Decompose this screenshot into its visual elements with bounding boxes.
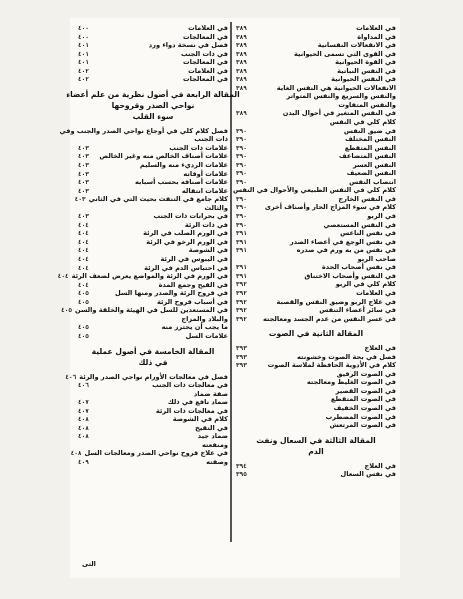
- entry-title: كلام جامع في التنفث بحيث التي في الثاني: [88, 195, 228, 204]
- toc-entry: [236, 229, 396, 238]
- entry-page-number: ٤٠٨: [78, 416, 89, 424]
- entry-title: في الصوت الرقيق: [336, 369, 396, 378]
- entry-page-number: ٤٠٣: [78, 162, 89, 170]
- entry-page-number: ٤٠٣: [74, 196, 86, 204]
- toc-entry: [78, 75, 228, 84]
- toc-entry: [236, 306, 396, 315]
- entry-page-number: ٤٠٧: [78, 407, 89, 415]
- entry-page-number: ٤٠٥: [78, 324, 89, 332]
- entry-title: في الصوت المتقطع: [330, 395, 396, 404]
- entry-title: في ذلك: [138, 357, 168, 367]
- entry-title: النفس العسر: [352, 160, 396, 169]
- toc-entry: [236, 50, 396, 59]
- entry-title: في الربو: [367, 212, 396, 221]
- entry-title: في الورم الرخو في الرئة: [146, 237, 228, 246]
- entry-page-number: ٤٠٤: [78, 247, 89, 255]
- entry-page-number: ٤٠٣: [78, 170, 89, 178]
- toc-entry: [236, 470, 396, 479]
- toc-entry: [78, 381, 228, 390]
- entry-title: في النفس وأصحاب الاختناق: [304, 271, 396, 280]
- entry-title: في عسر النفس من عدم الجسد ومعالجته: [262, 314, 396, 323]
- toc-entry: [78, 152, 228, 161]
- entry-title: المقالة الثانية في الصوت: [268, 329, 364, 339]
- entry-title: كلام في الأدوية الحافظة لملاسة الصوت: [267, 361, 396, 370]
- entry-title: في بحرانات ذات الجنب: [153, 212, 228, 221]
- toc-column-left: [57, 24, 240, 467]
- toc-entry: [236, 344, 396, 353]
- toc-entry: [236, 298, 396, 307]
- toc-entry: [236, 109, 396, 118]
- entry-title: الانفعالات الحيوانية هي النفس الغاية: [276, 83, 396, 92]
- entry-title: في النفس الحيوانية: [331, 75, 396, 84]
- entry-page-number: ٣٩٠: [236, 195, 247, 203]
- entry-page-number: ٣٩٢: [236, 281, 247, 289]
- entry-title: في نفس من به ورم في صدره: [296, 246, 396, 255]
- entry-title: في المعالجات: [183, 32, 228, 41]
- entry-title: المقالة الرابعة في أصول نظرية من علم أعضاء: [66, 89, 240, 99]
- entry-page-number: ٣٩٣: [236, 362, 247, 370]
- entry-page-number: ٤٠٠: [78, 25, 89, 32]
- toc-entry: [78, 212, 228, 221]
- entry-title: ضماد جيد: [197, 432, 228, 441]
- toc-entry: [236, 67, 396, 76]
- entry-page-number: ٤٠١: [78, 50, 89, 58]
- entry-title: كلام كلي في النفس الطبيعي والأحوال في النفس: [233, 186, 396, 195]
- entry-page-number: ٣٨٩: [236, 110, 247, 118]
- entry-title: صاحب الربو: [357, 254, 396, 263]
- toc-entry: [78, 161, 228, 170]
- toc-entry: [236, 404, 396, 413]
- entry-title: النفس المتقطع: [344, 143, 396, 152]
- toc-entry: [78, 332, 228, 341]
- entry-title: في الصوت المضطرب: [325, 412, 396, 421]
- toc-entry: [236, 280, 396, 289]
- entry-page-number: ٤٠٣: [78, 187, 89, 195]
- entry-title: نواحي الصدر وقروحها: [111, 100, 195, 110]
- entry-title: وصفته: [206, 457, 228, 466]
- toc-entry: [78, 298, 228, 307]
- entry-title: ضماد نافع في ذلك: [167, 398, 228, 407]
- toc-entry: [61, 306, 228, 315]
- entry-title: في العلامات: [188, 24, 228, 32]
- entry-title: فصل في بحة الصوت وخشونته: [297, 352, 396, 361]
- entry-title: في القوى التي تسمى الحيوانية: [294, 49, 396, 58]
- entry-page-number: ٤٠١: [78, 59, 89, 67]
- entry-title: في العلامات: [356, 288, 396, 297]
- entry-page-number: ٣٨٩: [236, 25, 247, 32]
- toc-entry: [236, 161, 396, 170]
- toc-entry: [78, 255, 228, 264]
- toc-entry: [236, 169, 396, 178]
- toc-entry: [78, 41, 228, 50]
- entry-title: في التقيح: [195, 423, 228, 432]
- toc-entry: [78, 458, 228, 467]
- toc-entry: [78, 441, 228, 450]
- entry-title: النفس المتضاعف: [339, 152, 396, 161]
- toc-entry: [78, 432, 228, 441]
- entry-page-number: ٤٠٥: [78, 298, 89, 306]
- entry-title: علامات الرديء منه والسليم: [139, 161, 228, 170]
- entry-page-number: ٣٨٩: [236, 59, 247, 67]
- entry-page-number: ٣٨٩: [236, 84, 247, 92]
- entry-title: في الصوت القصير: [335, 386, 396, 395]
- entry-title: علامات السل: [185, 331, 228, 340]
- toc-entry: [236, 58, 396, 67]
- toc-entry: [236, 246, 396, 255]
- toc-entry: [236, 118, 396, 127]
- entry-title: والبلاد والمزاج: [181, 314, 228, 323]
- entry-page-number: ٤٠١: [78, 42, 89, 50]
- entry-page-number: ٣٨٩: [236, 50, 247, 58]
- entry-page-number: ٤٠٤: [78, 256, 89, 264]
- entry-page-number: ٣٩٣: [236, 353, 247, 361]
- entry-title: في النفس المتغير في أحوال البدن: [282, 109, 396, 118]
- entry-title: الدم: [308, 446, 324, 456]
- toc-entry: [78, 415, 228, 424]
- toc-entry: [78, 323, 228, 332]
- entry-title: في العلامات: [356, 24, 396, 32]
- entry-title: علامات ذات الجنب: [169, 143, 228, 152]
- entry-page-number: ٤٠٠: [78, 33, 89, 41]
- entry-title: فصل كلام كلي في أوجاع نواحي الصدر والجنب وفي: [59, 126, 228, 135]
- entry-title: في نفس الوجع في أعضاء الصدر: [289, 237, 396, 246]
- entry-page-number: ٣٩٢: [236, 307, 247, 315]
- section-heading: [236, 446, 396, 457]
- toc-entry: [65, 372, 228, 382]
- entry-title: في النفس المستعصي: [323, 220, 396, 229]
- entry-title: في القوة الحيوانية: [335, 58, 396, 67]
- entry-title: النفس المختلف: [345, 135, 396, 144]
- toc-entry: [78, 50, 228, 59]
- entry-page-number: ٤٠٦: [78, 382, 89, 390]
- entry-page-number: ٤٠٢: [78, 76, 89, 84]
- entry-page-number: ٣٩٠: [236, 170, 247, 178]
- toc-entry: [78, 289, 228, 298]
- toc-entry: [236, 238, 396, 247]
- toc-entry: [236, 395, 396, 404]
- toc-entry: [236, 41, 396, 50]
- entry-title: في القيح وجمع المدة: [158, 280, 228, 289]
- entry-title: في الصوت الخفيف: [333, 403, 396, 412]
- toc-entry: [236, 92, 396, 101]
- toc-entry: [57, 272, 228, 281]
- entry-page-number: ٤٠٨: [78, 433, 89, 441]
- entry-page-number: ٣٩٤: [236, 462, 247, 470]
- entry-title: في نفس أصحاب الحدة: [321, 263, 396, 272]
- section-heading: [66, 89, 240, 100]
- toc-entry: [78, 264, 228, 273]
- entry-page-number: ٤٠٣: [78, 144, 89, 152]
- entry-page-number: ٣٩٠: [236, 127, 247, 135]
- entry-page-number: ٣٩٢: [236, 289, 247, 297]
- toc-entry: [78, 390, 228, 399]
- entry-title: في ذات الرئة: [184, 220, 228, 229]
- entry-title: في الورم الصلب في الرئة: [143, 229, 228, 238]
- entry-title: في الورم في الرئة والمواضع يعرض لضعف الرئة: [71, 272, 228, 281]
- entry-page-number: ٤٠٣: [78, 153, 89, 161]
- entry-title: في قروح الرئة والصدر ومنها السل: [114, 289, 228, 298]
- entry-page-number: ٣٨٩: [236, 33, 247, 41]
- toc-entry: [236, 289, 396, 298]
- toc-entry: [74, 195, 228, 204]
- toc-entry: [78, 407, 228, 416]
- entry-title: والثالث: [204, 203, 228, 212]
- entry-title: في علاج قروح نواحي الصدر ومعالجات السل: [84, 449, 228, 458]
- entry-title: فصل في نسخة دواء ورد: [148, 41, 228, 50]
- toc-entry: [236, 33, 396, 42]
- column-divider: [230, 22, 232, 542]
- toc-entry: [236, 203, 396, 212]
- toc-entry: [78, 24, 228, 33]
- entry-title: ومنفعته: [201, 440, 228, 449]
- entry-title: في اليبوس في الرئة: [160, 255, 228, 264]
- entry-page-number: ٣٩٢: [236, 315, 247, 323]
- entry-title: في الصوت الغليظ ومعالجته: [306, 378, 396, 387]
- entry-page-number: ٣٩٠: [236, 204, 247, 212]
- entry-title: فصل في معالجات الأورام نواحي الصدر والرئة: [79, 372, 228, 381]
- entry-page-number: ٤٠٤: [78, 238, 89, 246]
- entry-page-number: ٤٠٤: [78, 281, 89, 289]
- entry-title: في العلاج: [364, 461, 396, 470]
- entry-page-number: ٣٩١: [236, 238, 247, 246]
- entry-title: في نفس السعال: [340, 470, 396, 479]
- section-heading: [78, 111, 228, 122]
- entry-page-number: ٤٠٤: [78, 264, 89, 272]
- entry-title: كلام في سوء المزاج الحار وأصناف أخرى: [264, 203, 396, 212]
- section-heading: [236, 435, 396, 446]
- entry-page-number: ٤٠٦: [65, 373, 77, 381]
- entry-title: في النفس النباتية: [337, 66, 396, 75]
- entry-page-number: ٤٠٨: [78, 424, 89, 432]
- entry-page-number: ٣٩٠: [236, 153, 247, 161]
- entry-page-number: ٣٩٠: [236, 144, 247, 152]
- entry-title: سوء القلب: [132, 111, 174, 121]
- entry-title: في سائر أعضاء التنفس: [319, 306, 396, 315]
- entry-page-number: ٤٠٩: [78, 458, 89, 466]
- entry-title: في ضيق النفس: [343, 126, 396, 135]
- toc-entry: [236, 378, 396, 387]
- entry-page-number: ٤٠٢: [78, 67, 89, 75]
- entry-title: ما يجب أن يحترز منه: [161, 323, 228, 332]
- entry-title: المقالة الخامسة في أصول عملية: [91, 346, 215, 356]
- entry-page-number: ٣٩٠: [236, 213, 247, 221]
- toc-entry: [78, 238, 228, 247]
- entry-title: صفة ضماد: [193, 389, 228, 398]
- entry-page-number: ٣٩٠: [236, 161, 247, 169]
- entry-title: النفس الضعيف: [346, 169, 396, 178]
- toc-entry: [236, 353, 396, 362]
- toc-entry: [236, 462, 396, 471]
- section-heading: [78, 346, 228, 357]
- toc-entry: [78, 67, 228, 76]
- entry-page-number: ٣٩١: [236, 264, 247, 272]
- toc-entry: [78, 170, 228, 179]
- entry-title: في العلاج: [364, 344, 396, 353]
- entry-page-number: ٣٩٠: [236, 178, 247, 186]
- section-heading: [78, 100, 228, 111]
- entry-page-number: ٤٠٥: [78, 290, 89, 298]
- entry-title: كلام كلي في النفس: [329, 118, 396, 127]
- toc-entry: [236, 263, 396, 272]
- entry-page-number: ٣٨٩: [236, 76, 247, 84]
- entry-page-number: ٤٠٣: [78, 213, 89, 221]
- entry-title: في ذات الجنب: [180, 49, 228, 58]
- toc-entry: [78, 281, 228, 290]
- toc-entry: [236, 135, 396, 144]
- entry-page-number: ٤٠٨: [70, 450, 82, 458]
- toc-entry: [236, 387, 396, 396]
- entry-title: في النفس الخارج: [338, 194, 396, 203]
- entry-title: ذات الجنب: [194, 135, 228, 144]
- entry-page-number: ٤٠٥: [61, 307, 73, 315]
- entry-title: كلام كلي في الربو: [335, 280, 396, 289]
- entry-page-number: ٣٩٣: [236, 345, 247, 353]
- toc-entry: [236, 127, 396, 136]
- entry-title: علامات انتقاله: [181, 186, 228, 195]
- toc-entry: [70, 449, 228, 458]
- entry-title: في المعالجات: [183, 75, 228, 84]
- toc-entry: [236, 421, 396, 430]
- entry-title: في المعالجات: [183, 58, 228, 67]
- entry-title: في معالجات ذات الرئة: [155, 406, 228, 415]
- entry-title: علامات أصناف الخالص منه وغير الخالص: [99, 152, 228, 161]
- entry-title: في العلامات: [188, 66, 228, 75]
- entry-title: انتصاب النفس: [349, 177, 396, 186]
- toc-entry: [78, 398, 228, 407]
- entry-title: في الشوصة: [188, 246, 228, 255]
- toc-entry: [78, 33, 228, 42]
- entry-title: علامات أصنافه بحسب أسبابه: [134, 178, 228, 187]
- entry-title: في نفس الناعس: [340, 229, 396, 238]
- entry-page-number: ٣٩٠: [236, 221, 247, 229]
- entry-page-number: ٣٩١: [236, 247, 247, 255]
- toc-entry: [78, 178, 228, 187]
- entry-page-number: ٣٩٢: [236, 298, 247, 306]
- entry-page-number: ٣٩١: [236, 272, 247, 280]
- entry-page-number: ٤٠٤: [78, 221, 89, 229]
- entry-title: في أسباب قروح الرئة: [157, 297, 228, 306]
- entry-page-number: ٣٨٩: [236, 42, 247, 50]
- toc-entry: [78, 424, 228, 433]
- toc-entry: [78, 229, 228, 238]
- toc-entry: [78, 135, 228, 144]
- toc-entry: [236, 413, 396, 422]
- toc-entry: [236, 84, 396, 93]
- entry-title: المقالة الثالثة في السعال ونفث: [256, 435, 376, 445]
- entry-title: والنفس المتفاوت: [338, 100, 396, 109]
- toc-entry: [78, 246, 228, 255]
- toc-entry: [236, 212, 396, 221]
- entry-page-number: ٤٠٣: [78, 179, 89, 187]
- entry-title: في المداواة: [357, 32, 396, 41]
- toc-entry: [236, 272, 396, 281]
- entry-title: في الانفعالات النفسانية: [317, 41, 396, 50]
- toc-entry: [236, 75, 396, 84]
- entry-page-number: ٣٩٥: [236, 471, 247, 479]
- toc-entry: [236, 370, 396, 379]
- toc-entry: [236, 152, 396, 161]
- entry-title: في احتباس الدم في الرئة: [144, 263, 228, 272]
- entry-page-number: ٣٩٠: [236, 136, 247, 144]
- entry-page-number: ٤٠٤: [78, 230, 89, 238]
- toc-entry: [236, 315, 396, 324]
- entry-title: في الصوت المرتعش: [329, 421, 396, 430]
- toc-entry: [78, 58, 228, 67]
- toc-entry: [236, 361, 396, 370]
- entry-title: في المستعدين للسل في الهيئة والخلقة والسن: [75, 306, 228, 315]
- entry-page-number: ٤٠٤: [57, 273, 69, 281]
- toc-entry: [78, 221, 228, 230]
- toc-entry: [236, 24, 396, 33]
- section-heading: [78, 357, 228, 368]
- page-footer-catchword: التى: [82, 560, 96, 568]
- toc-entry: [78, 187, 228, 196]
- toc-entry: [236, 221, 396, 230]
- entry-title: كلام في الشوصة: [172, 415, 228, 424]
- entry-page-number: ٤٠٥: [78, 332, 89, 340]
- toc-entry: [233, 186, 396, 195]
- toc-entry: [59, 126, 228, 136]
- toc-entry: [236, 144, 396, 153]
- toc-entry: [78, 204, 228, 213]
- entry-page-number: ٣٨٩: [236, 67, 247, 75]
- entry-title: علامات أوقاته: [183, 169, 228, 178]
- entry-page-number: ٤٠٧: [78, 399, 89, 407]
- section-heading: [236, 328, 396, 339]
- entry-page-number: ٣٩١: [236, 230, 247, 238]
- toc-column-right: [233, 24, 396, 479]
- entry-title: والنفس والسريع والنفس المتواتر: [286, 92, 396, 101]
- entry-title: في علاج الربو وضيق النفس والقصبة: [276, 297, 396, 306]
- entry-title: في معالجات ذات الجنب: [152, 381, 228, 390]
